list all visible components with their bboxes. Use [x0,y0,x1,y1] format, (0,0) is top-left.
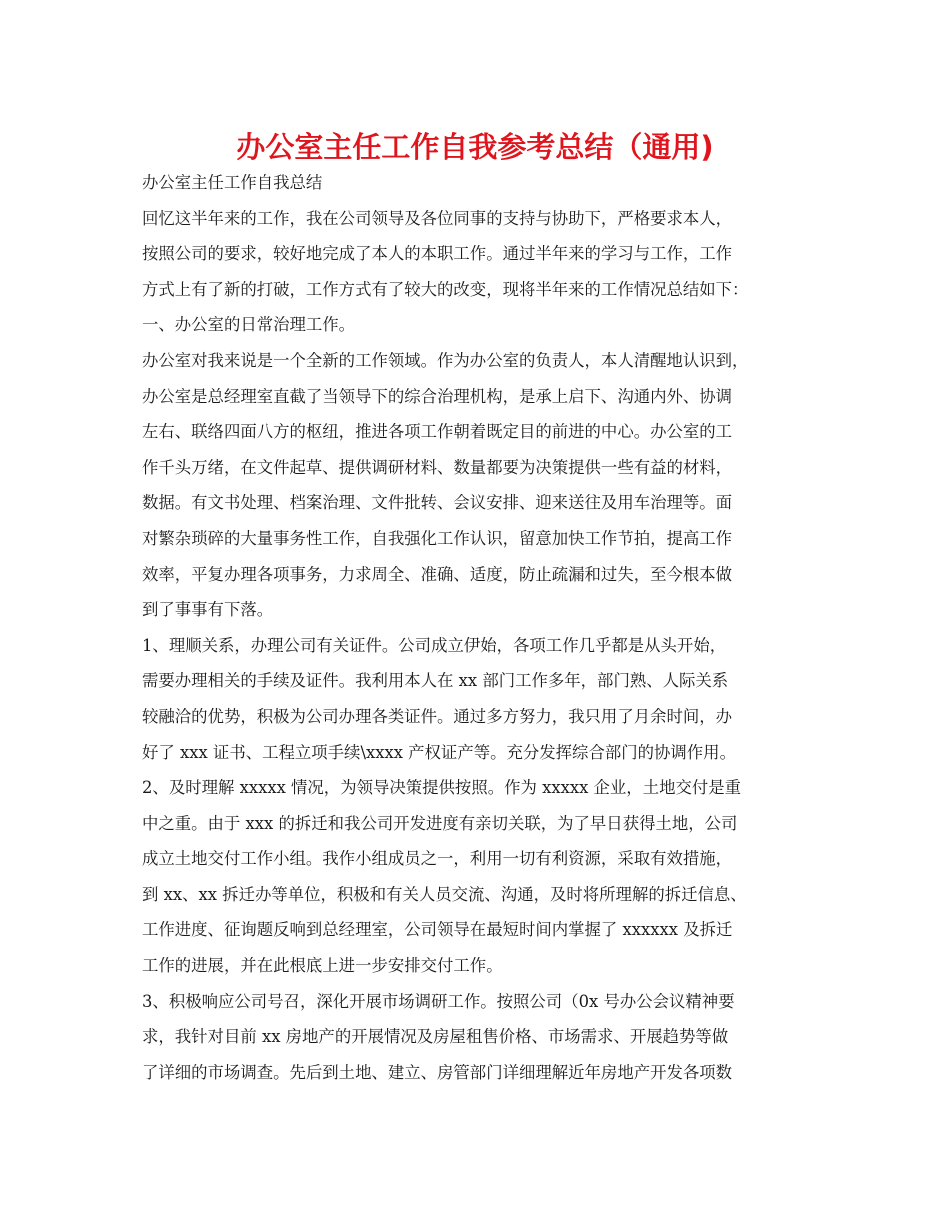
body-line: 工作的进展，并在此根底上进一步安排交付工作。 [142,956,503,976]
body-line: 求，我针对目前 xx 房地产的开展情况及房屋租售价格、市场需求、开展趋势等做 [142,1027,729,1047]
body-line: 数据。有文书处理、档案治理、文件批转、会议安排、迎来送往及用车治理等。面 [142,493,733,513]
body-line: 左右、联络四面八方的枢纽，推进各项工作朝着既定目的前进的中心。办公室的工 [142,422,733,442]
body-line: 1、理顺关系，办理公司有关证件。公司成立伊始，各项工作几乎都是从头开始， [142,635,727,655]
body-line: 到了事事有下落。 [142,600,274,620]
body-line: 效率，平复办理各项事务，力求周全、准确、适度，防止疏漏和过失，至今根本做 [142,564,733,584]
body-line: 到 xx、xx 拆迁办等单位，积极和有关人员交流、沟通，及时将所理解的拆迁信息、 [142,884,747,904]
body-line: 2、及时理解 xxxxx 情况，为领导决策提供按照。作为 xxxxx 企业，土地交付是重 [142,778,742,798]
document-body [142,165,862,1090]
body-line: 成立土地交付工作小组。我作小组成员之一，利用一切有利资源，采取有效措施， [142,849,733,869]
body-line: 一、办公室的日常治理工作。 [142,315,356,335]
body-line: 好了 xxx 证书、工程立项手续\xxxx 产权证产等。充分发挥综合部门的协调作用。 [142,742,736,762]
body-line: 回忆这半年来的工作，我在公司领导及各位同事的支持与协助下，严格要求本人， [142,208,733,228]
body-line: 作千头万绪，在文件起草、提供调研材料、数量都要为决策提供一些有益的材料， [142,457,733,477]
body-line: 需要办理相关的手续及证件。我利用本人在 xx 部门工作多年，部门熟、人际关系 [142,671,729,691]
body-line: 较融洽的优势，积极为公司办理各类证件。通过多方努力，我只用了月余时间，办 [142,706,733,726]
body-line: 工作进度、征询题反响到总经理室，公司领导在最短时间内掌握了 xxxxxx 及拆迁 [142,920,733,940]
document-title: 办公室主任工作自我参考总结（通用) [236,130,714,164]
body-line: 对繁杂琐碎的大量事务性工作，自我强化工作认识，留意加快工作节拍，提高工作 [142,528,733,548]
body-line: 按照公司的要求，较好地完成了本人的本职工作。通过半年来的学习与工作，工作 [142,244,733,264]
body-line: 办公室对我来说是一个全新的工作领域。作为办公室的负责人，本人清醒地认识到， [142,350,749,370]
body-line: 中之重。由于 xxx 的拆迁和我公司开发进度有亲切关联，为了早日获得土地，公司 [142,813,738,833]
body-line: 办公室主任工作自我总结 [142,173,323,192]
body-line: 3、积极响应公司号召，深化开展市场调研工作。按照公司（0x 号办公会议精神要 [142,991,735,1011]
body-line: 办公室是总经理室直截了当领导下的综合治理机构，是承上启下、沟通内外、协调 [142,386,733,406]
body-line: 了详细的市场调查。先后到土地、建立、房管部门详细理解近年房地产开发各项数 [142,1062,733,1082]
body-line: 方式上有了新的打破，工作方式有了较大的改变，现将半年来的工作情况总结如下： [142,279,749,299]
